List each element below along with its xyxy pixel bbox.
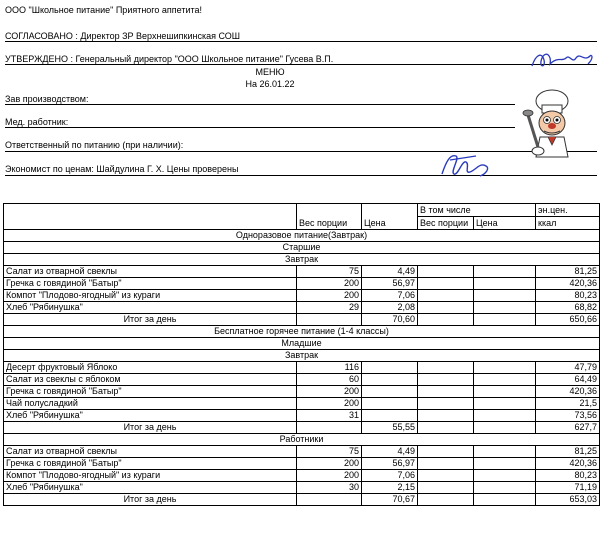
chef-mascot-icon bbox=[520, 85, 580, 160]
total-kcal: 653,03 bbox=[536, 494, 600, 506]
section-row bbox=[4, 350, 600, 362]
dish-weight: 200 bbox=[297, 386, 362, 398]
header-empty-cell bbox=[4, 204, 297, 230]
field-responsible: Ответственный по питанию (при наличии): bbox=[5, 140, 184, 150]
dish-price bbox=[362, 374, 418, 386]
dish-kcal: 420,36 bbox=[536, 386, 600, 398]
dish-name: Салат из свеклы с яблоком bbox=[4, 374, 297, 386]
total-label: Итог за день bbox=[4, 494, 297, 506]
field-economist-underline bbox=[5, 175, 597, 176]
section-title: Одноразовое питание(Завтрак) bbox=[4, 230, 600, 242]
table-row bbox=[4, 482, 600, 494]
field-medical-underline bbox=[5, 127, 515, 128]
table-row bbox=[4, 398, 600, 410]
dish-price: 4,49 bbox=[362, 446, 418, 458]
total-kcal: 650,66 bbox=[536, 314, 600, 326]
dish-kcal: 73,56 bbox=[536, 410, 600, 422]
approved-line: СОГЛАСОВАНО : Директор ЗР Верхнешипкинская СОШ bbox=[5, 31, 241, 41]
total-row bbox=[4, 494, 600, 506]
total-label: Итог за день bbox=[4, 314, 297, 326]
header-including: В том числе bbox=[418, 204, 536, 217]
section-row bbox=[4, 230, 600, 242]
confirmed-line: УТВЕРЖДЕНО : Генеральный директор "ООО Школьное питание" Гусева В.П. bbox=[5, 54, 334, 64]
section-row bbox=[4, 434, 600, 446]
table-row bbox=[4, 386, 600, 398]
field-head-underline bbox=[5, 104, 515, 105]
total-row bbox=[4, 422, 600, 434]
dish-weight: 29 bbox=[297, 302, 362, 314]
header-weight: Вес порции bbox=[297, 204, 362, 230]
menu-date: На 26.01.22 bbox=[245, 79, 295, 89]
dish-price: 7,06 bbox=[362, 470, 418, 482]
table-row bbox=[4, 278, 600, 290]
dish-price bbox=[362, 398, 418, 410]
dish-weight: 60 bbox=[297, 374, 362, 386]
dish-price bbox=[362, 362, 418, 374]
dish-kcal: 68,82 bbox=[536, 302, 600, 314]
section-row bbox=[4, 338, 600, 350]
dish-weight: 200 bbox=[297, 398, 362, 410]
dish-kcal: 47,79 bbox=[536, 362, 600, 374]
section-row bbox=[4, 254, 600, 266]
meal-title: Завтрак bbox=[4, 350, 600, 362]
field-head-of-production: Зав производством: bbox=[5, 94, 89, 104]
dish-price bbox=[362, 410, 418, 422]
dish-price: 7,06 bbox=[362, 290, 418, 302]
header-incl-weight: Вес порции bbox=[418, 217, 474, 230]
economist-signature-icon bbox=[436, 150, 496, 182]
menu-title: МЕНЮ bbox=[255, 67, 285, 77]
dish-price: 2,08 bbox=[362, 302, 418, 314]
dish-price: 2,15 bbox=[362, 482, 418, 494]
dish-price: 4,49 bbox=[362, 266, 418, 278]
table-row bbox=[4, 302, 600, 314]
dish-name: Чай полусладкий bbox=[4, 398, 297, 410]
header-incl-price: Цена bbox=[474, 217, 536, 230]
dish-kcal: 80,23 bbox=[536, 290, 600, 302]
dish-price: 56,97 bbox=[362, 278, 418, 290]
section-row bbox=[4, 326, 600, 338]
total-kcal: 627,7 bbox=[536, 422, 600, 434]
field-responsible-underline bbox=[5, 151, 597, 152]
dish-name: Салат из отварной свеклы bbox=[4, 266, 297, 278]
field-medical-worker: Мед. работник: bbox=[5, 117, 69, 127]
table-row bbox=[4, 266, 600, 278]
group-title: Младшие bbox=[4, 338, 600, 350]
section-row bbox=[4, 242, 600, 254]
approved-underline bbox=[5, 41, 597, 42]
table-row bbox=[4, 290, 600, 302]
total-price: 70,60 bbox=[362, 314, 418, 326]
table-row bbox=[4, 410, 600, 422]
table-header-row-1 bbox=[4, 204, 600, 217]
total-row bbox=[4, 314, 600, 326]
dish-price bbox=[362, 386, 418, 398]
dish-kcal: 64,49 bbox=[536, 374, 600, 386]
menu-table bbox=[3, 203, 600, 506]
total-label: Итог за день bbox=[4, 422, 297, 434]
group-title: Работники bbox=[4, 434, 600, 446]
table-row bbox=[4, 446, 600, 458]
dish-kcal: 80,23 bbox=[536, 470, 600, 482]
meal-title: Завтрак bbox=[4, 254, 600, 266]
total-price: 55,55 bbox=[362, 422, 418, 434]
dish-weight: 200 bbox=[297, 470, 362, 482]
header-price: Цена bbox=[362, 204, 418, 230]
dish-name: Гречка с говядиной "Батыр" bbox=[4, 278, 297, 290]
dish-name: Компот "Плодово-ягодный" из кураги bbox=[4, 290, 297, 302]
director-signature-icon bbox=[528, 46, 598, 74]
dish-kcal: 420,36 bbox=[536, 458, 600, 470]
dish-weight: 200 bbox=[297, 290, 362, 302]
table-row bbox=[4, 458, 600, 470]
header-energy: эн.цен. bbox=[536, 204, 600, 217]
dish-weight: 75 bbox=[297, 446, 362, 458]
header-kcal: ккал bbox=[536, 217, 600, 230]
total-price: 70,67 bbox=[362, 494, 418, 506]
section-title: Бесплатное горячее питание (1-4 классы) bbox=[4, 326, 600, 338]
dish-kcal: 71,19 bbox=[536, 482, 600, 494]
dish-kcal: 21,5 bbox=[536, 398, 600, 410]
dish-weight: 30 bbox=[297, 482, 362, 494]
dish-name: Салат из отварной свеклы bbox=[4, 446, 297, 458]
dish-price: 56,97 bbox=[362, 458, 418, 470]
dish-name: Десерт фруктовый Яблоко bbox=[4, 362, 297, 374]
confirmed-underline bbox=[5, 64, 597, 65]
dish-weight: 31 bbox=[297, 410, 362, 422]
dish-kcal: 81,25 bbox=[536, 446, 600, 458]
table-row bbox=[4, 362, 600, 374]
dish-weight: 116 bbox=[297, 362, 362, 374]
dish-name: Хлеб "Рябинушка" bbox=[4, 302, 297, 314]
table-row bbox=[4, 470, 600, 482]
table-row bbox=[4, 374, 600, 386]
dish-weight: 75 bbox=[297, 266, 362, 278]
organization-name: ООО "Школьное питание" Приятного аппетита! bbox=[5, 5, 203, 15]
dish-weight: 200 bbox=[297, 278, 362, 290]
dish-name: Гречка с говядиной "Батыр" bbox=[4, 386, 297, 398]
dish-weight: 200 bbox=[297, 458, 362, 470]
dish-kcal: 81,25 bbox=[536, 266, 600, 278]
field-economist: Экономист по ценам: Шайдулина Г. Х. Цены проверены bbox=[5, 164, 239, 174]
group-title: Старшие bbox=[4, 242, 600, 254]
dish-kcal: 420,36 bbox=[536, 278, 600, 290]
dish-name: Гречка с говядиной "Батыр" bbox=[4, 458, 297, 470]
dish-name: Хлеб "Рябинушка" bbox=[4, 482, 297, 494]
dish-name: Хлеб "Рябинушка" bbox=[4, 410, 297, 422]
dish-name: Компот "Плодово-ягодный" из кураги bbox=[4, 470, 297, 482]
